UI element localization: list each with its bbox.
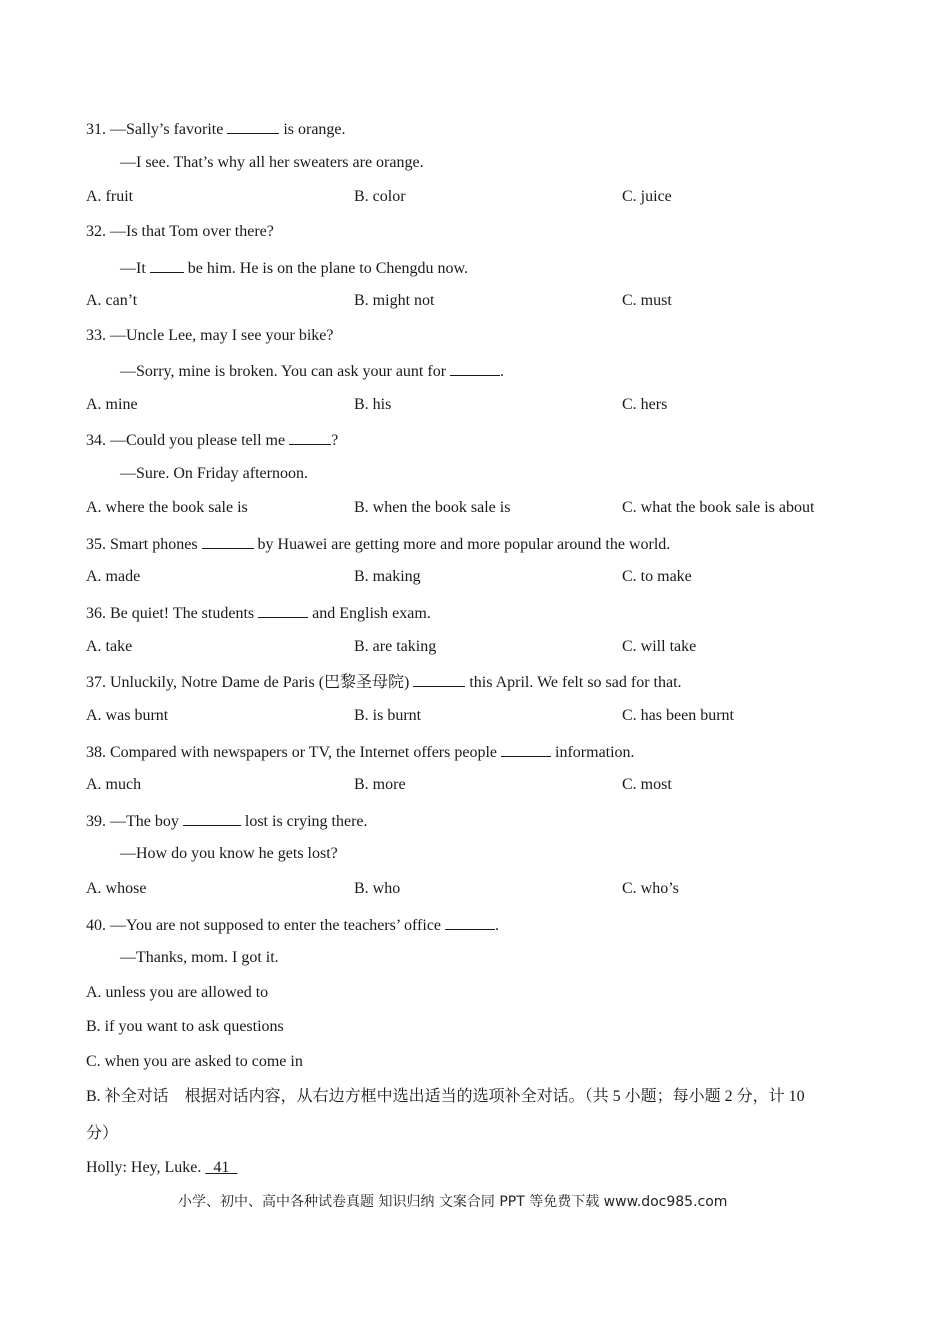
q34-option-c: C. what the book sale is about	[622, 499, 815, 516]
blank-41: 41	[213, 1159, 230, 1176]
q32-stem: 32. —Is that Tom over there?	[86, 223, 274, 240]
q31-option-c: C. juice	[622, 188, 672, 205]
q40-reply: —Thanks, mom. I got it.	[120, 949, 279, 966]
q34-reply: —Sure. On Friday afternoon.	[120, 465, 308, 482]
footer-banner: 小学、初中、高中各种试卷真题 知识归纳 文案合同 PPT 等免费下载 www.doc985.com	[178, 1194, 728, 1210]
q39-option-a: A. whose	[86, 880, 147, 897]
dialogue-line-41: Holly: Hey, Luke. 41	[86, 1158, 237, 1178]
q39-option-b: B. who	[354, 880, 401, 897]
q31-reply: —I see. That’s why all her sweaters are orange.	[120, 154, 424, 171]
q36-option-b: B. are taking	[354, 638, 437, 655]
q38-stem: 38. Compared with newspapers or TV, the Internet offers people information.	[86, 741, 635, 763]
q33-option-c: C. hers	[622, 396, 668, 413]
q35-option-a: A. made	[86, 568, 141, 585]
q36-stem: 36. Be quiet! The students and English exam.	[86, 602, 431, 624]
q36-option-a: A. take	[86, 638, 133, 655]
q32-option-c: C. must	[622, 292, 672, 309]
q31-stem: 31. —Sally’s favorite is orange.	[86, 118, 346, 140]
q39-option-c: C. who’s	[622, 880, 679, 897]
q39-reply: —How do you know he gets lost?	[120, 845, 338, 862]
q31-option-a: A. fruit	[86, 188, 134, 205]
q33-option-b: B. his	[354, 396, 392, 413]
q34-stem: 34. —Could you please tell me ?	[86, 429, 338, 451]
q40-option-b: B. if you want to ask questions	[86, 1018, 284, 1035]
q33-option-a: A. mine	[86, 396, 138, 413]
q35-stem: 35. Smart phones by Huawei are getting more and more popular around the world.	[86, 533, 670, 555]
q37-option-a: A. was burnt	[86, 707, 169, 724]
q38-option-c: C. most	[622, 776, 672, 793]
q39-stem: 39. —The boy lost is crying there.	[86, 810, 368, 832]
q40-option-c: C. when you are asked to come in	[86, 1053, 303, 1070]
q33-stem: 33. —Uncle Lee, may I see your bike?	[86, 327, 334, 344]
q35-option-c: C. to make	[622, 568, 692, 585]
q32-option-b: B. might not	[354, 292, 435, 309]
q32-option-a: A. can’t	[86, 292, 138, 309]
q32-reply: —It be him. He is on the plane to Chengdu now.	[120, 257, 468, 279]
q38-option-a: A. much	[86, 776, 142, 793]
q37-option-b: B. is burnt	[354, 707, 422, 724]
q36-option-c: C. will take	[622, 638, 697, 655]
q40-stem: 40. —You are not supposed to enter the teachers’ office .	[86, 914, 499, 936]
q31-option-b: B. color	[354, 188, 406, 205]
q34-option-a: A. where the book sale is	[86, 499, 248, 516]
q37-option-c: C. has been burnt	[622, 707, 734, 724]
q33-reply: —Sorry, mine is broken. You can ask your aunt for .	[120, 360, 504, 382]
section-b-heading: B. 补全对话 根据对话内容，从右边方框中选出适当的选项补全对话。（共 5 小题；每小题 2 分，计 10	[86, 1088, 805, 1105]
q34-option-b: B. when the book sale is	[354, 499, 511, 516]
section-b-heading-cont: 分）	[86, 1125, 119, 1142]
q35-option-b: B. making	[354, 568, 421, 585]
q40-option-a: A. unless you are allowed to	[86, 984, 269, 1001]
q37-stem: 37. Unluckily, Notre Dame de Paris (巴黎圣母院) this April. We felt so sad for that.	[86, 671, 682, 693]
q38-option-b: B. more	[354, 776, 406, 793]
